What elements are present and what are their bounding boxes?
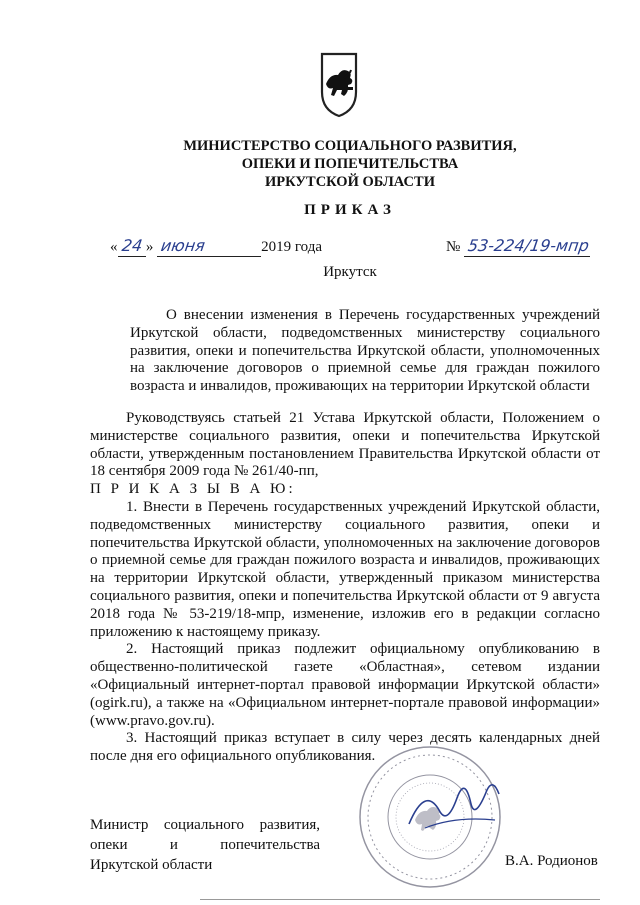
order-word: П Р И К А З Ы В А Ю: [90,481,296,498]
footer-divider [200,899,600,900]
ministry-line-2: ОПЕКИ И ПОПЕЧИТЕЛЬСТВА [241,156,459,172]
ministry-line-3: ИРКУТСКОЙ ОБЛАСТИ [265,174,435,190]
order-item-3: 3. Настоящий приказ вступает в силу через десять календарных дней после дня его официального опубликования. [90,730,600,765]
irkutsk-coat-of-arms-icon [304,44,374,124]
order-item-2: 2. Настоящий приказ подлежит официальному опубликованию в общественно-политической газете «Областная», сетевом издании «Официальный интернет-портал правовой информации Иркутской области» (ogirk.ru), а также на «Официальном интернет-портале правовой информации» (www.pravo.gov.ru). [90,641,600,729]
handwritten-signature [395,768,515,848]
order-subject [130,307,600,396]
signatory-title-line-1: Министр социального развития, [90,817,320,833]
order-body [90,410,600,766]
signatory-title-line-3: Иркутской области [90,857,213,873]
date-open-quote: « [110,239,118,255]
order-number [446,236,590,257]
date-close-quote: » [145,239,154,255]
number-field [464,236,590,257]
signatory-name: В.А. Родионов [505,853,598,869]
ministry-line-1: МИНИСТЕРСТВО СОЦИАЛЬНОГО РАЗВИТИЯ, [183,138,517,154]
signatory-title-line-2: опеки и попечительства [90,837,320,853]
ministry-heading [110,137,590,191]
issue-city: Иркутск [323,264,377,280]
coat-of-arms-emblem [304,44,374,124]
date-day-field [118,236,146,257]
date-day: 24 [120,236,144,255]
date-month-field [157,236,261,257]
subject-text: О внесении изменения в Перечень государственных учреждений Иркутской области, подведомственных министерству социального развития, опеки и попечительства Иркутской области, уполномоченных на заключение договоров о приемной семье для граждан пожилого возраста и инвалидов, проживающих на территории Иркутской области [130,307,600,395]
date-month: июня [159,236,207,255]
number-prefix: № [446,239,461,255]
signature-icon [395,768,515,848]
document-type-title: ПРИКАЗ [304,202,396,218]
number-value: 53-224/19-мпр [466,236,591,255]
order-date [110,236,322,257]
preamble-paragraph: Руководствуясь статьей 21 Устава Иркутской области, Положением о министерстве социального развития, опеки и попечительства Иркутской области, утвержденным постановлением Правительства Иркутской области от 18 сентября 2009 года № 261/40-пп, [90,410,600,480]
signatory-title [90,815,320,875]
date-year: 2019 года [261,239,322,255]
order-item-1: 1. Внести в Перечень государственных учреждений Иркутской области, подведомственных министерству социального развития, опеки и попечительства Иркутской области, уполномоченных на заключение договоров о приемной семье для граждан пожилого возраста и инвалидов, проживающих на территории Иркутской области, утвержденный приказом министерства социального развития, опеки и попечительства Иркутской области от 9 августа 2018 года № 53-219/18-мпр, изменение, изложив его в редакции согласно приложению к настоящему приказу. [90,498,600,640]
